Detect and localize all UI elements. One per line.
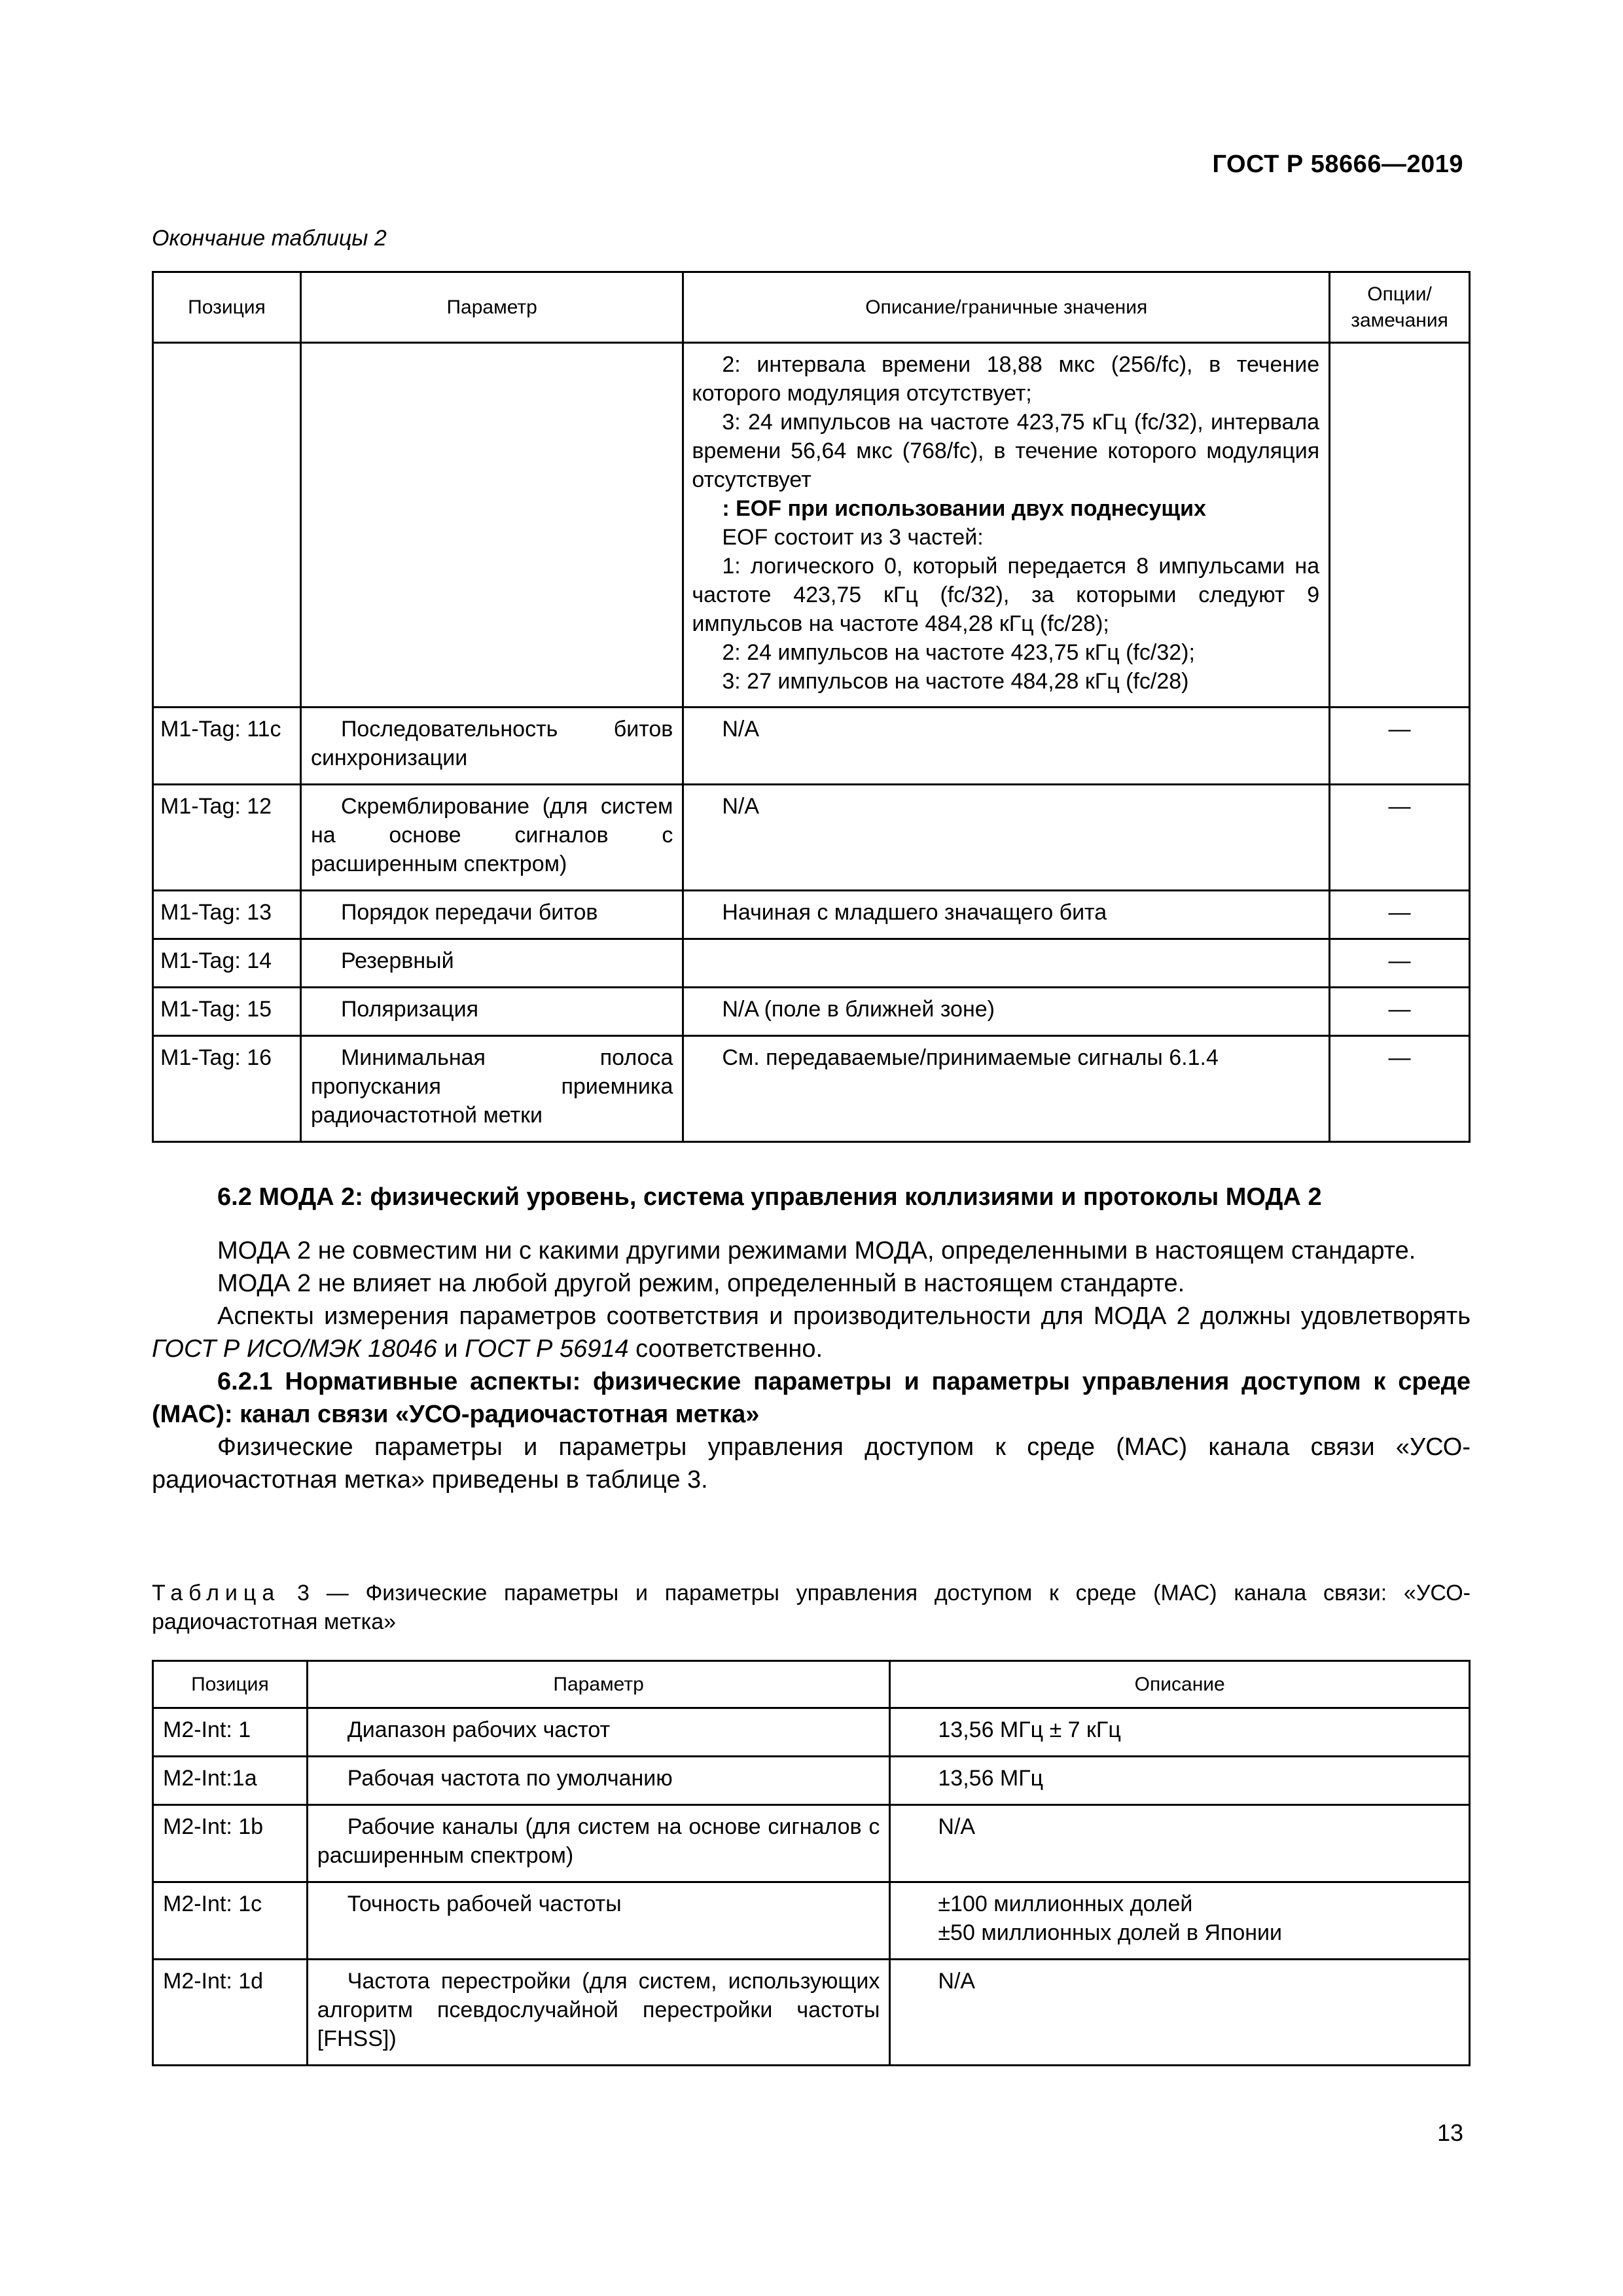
table-row xyxy=(153,1036,1470,1142)
description-cell: N/A xyxy=(890,1960,1470,2066)
page-number: 13 xyxy=(1436,2119,1463,2146)
table-row xyxy=(153,1882,1470,1960)
position-cell: M2-Int: 1c xyxy=(153,1882,308,1960)
parameter-cell: Диапазон рабочих частот xyxy=(307,1708,890,1757)
subsection-heading-6-2-1: 6.2.1 Нормативные аспекты: физические параметры и параметры управления доступом к среде (МАС): канал связи «УСО-радиочастотная метка» xyxy=(152,1368,1471,1428)
parameter-cell: Рабочая частота по умолчанию xyxy=(307,1757,890,1805)
standard-reference: ГОСТ Р 56914 xyxy=(465,1335,629,1363)
table-row xyxy=(153,1805,1470,1882)
position-cell: M1-Tag: 16 xyxy=(153,1036,301,1142)
col-header-description: Описание/граничные значения xyxy=(683,272,1330,343)
table-row xyxy=(153,988,1470,1036)
table2-header-row xyxy=(153,272,1470,343)
position-cell: M1-Tag: 13 xyxy=(153,891,301,939)
parameter-cell: Минимальная полоса пропускания приемника радиочастотной метки xyxy=(300,1036,683,1142)
col-header-parameter: Параметр xyxy=(307,1661,890,1708)
position-cell: M1-Tag: 11c xyxy=(153,708,301,785)
standard-reference: ГОСТ Р ИСО/МЭК 18046 xyxy=(152,1335,437,1363)
options-cell: — xyxy=(1330,988,1470,1036)
table-row xyxy=(153,1960,1470,2066)
section-body xyxy=(152,1234,1471,1496)
paragraph: Аспекты измерения параметров соответствия и производительности для МОДА 2 должны удовлетворять ГОСТ Р ИСО/МЭК 18046 и ГОСТ Р 56914 соответственно. xyxy=(152,1302,1471,1363)
desc-line: EOF состоит из 3 частей: xyxy=(722,525,984,550)
parameter-cell: Точность рабочей частоты xyxy=(307,1882,890,1960)
parameter-cell: Частота перестройки (для систем, использующих алгоритм псевдослучайной перестройки частоты [FHSS]) xyxy=(307,1960,890,2066)
position-cell: M2-Int: 1b xyxy=(153,1805,308,1882)
desc-line: 3: 24 импульсов на частоте 423,75 кГц (fc/32), интервала времени 56,64 мкс (768/fc), в течение которого модуляция отсутствует xyxy=(692,410,1320,492)
description-cell: N/A xyxy=(683,785,1330,891)
col-header-description: Описание xyxy=(890,1661,1470,1708)
table-row xyxy=(153,343,1470,708)
parameter-cell: Резервный xyxy=(300,939,683,988)
table-3 xyxy=(152,1660,1471,2066)
parameter-cell: Поляризация xyxy=(300,988,683,1036)
parameter-cell: Последовательность битов синхронизации xyxy=(300,708,683,785)
paragraph: МОДА 2 не влияет на любой другой режим, определенный в настоящем стандарте. xyxy=(217,1270,1185,1297)
desc-line: 2: 24 импульсов на частоте 423,75 кГц (fc/32); xyxy=(722,640,1195,665)
options-cell: — xyxy=(1330,891,1470,939)
description-cell xyxy=(683,343,1330,708)
options-cell: — xyxy=(1330,785,1470,891)
position-cell: M1-Tag: 15 xyxy=(153,988,301,1036)
desc-line: 3: 27 импульсов на частоте 484,28 кГц (fc/28) xyxy=(722,669,1189,694)
table-row xyxy=(153,708,1470,785)
description-cell: N/A (поле в ближней зоне) xyxy=(683,988,1330,1036)
description-cell: Начиная с младшего значащего бита xyxy=(683,891,1330,939)
description-cell: ±100 миллионных долей ±50 миллионных долей в Японии xyxy=(890,1882,1470,1960)
col-header-options: Опции/ замечания xyxy=(1330,272,1470,343)
desc-line: 1: логического 0, который передается 8 импульсами на частоте 423,75 кГц (fc/32), за которыми следуют 9 импульсов на частоте 484,28 кГц (fc/28); xyxy=(692,554,1320,636)
position-cell: M2-Int: 1 xyxy=(153,1708,308,1757)
standard-header: ГОСТ Р 58666—2019 xyxy=(1212,151,1463,178)
desc-line-bold: : EOF при использовании двух поднесущих xyxy=(722,496,1206,521)
position-cell: M2-Int: 1d xyxy=(153,1960,308,2066)
options-cell: — xyxy=(1330,1036,1470,1142)
table2-continuation-caption: Окончание таблицы 2 xyxy=(152,226,387,251)
table-row xyxy=(153,891,1470,939)
parameter-cell: Скремблирование (для систем на основе сигналов с расширенным спектром) xyxy=(300,785,683,891)
parameter-cell: Порядок передачи битов xyxy=(300,891,683,939)
table-row xyxy=(153,785,1470,891)
parameter-cell: Рабочие каналы (для систем на основе сигналов с расширенным спектром) xyxy=(307,1805,890,1882)
description-cell: 13,56 МГц ± 7 кГц xyxy=(890,1708,1470,1757)
col-header-position: Позиция xyxy=(153,272,301,343)
options-cell: — xyxy=(1330,939,1470,988)
table3-header-row xyxy=(153,1661,1470,1708)
description-cell: N/A xyxy=(890,1805,1470,1882)
position-cell: M2-Int:1a xyxy=(153,1757,308,1805)
table-row xyxy=(153,939,1470,988)
description-cell: См. передаваемые/принимаемые сигналы 6.1.4 xyxy=(683,1036,1330,1142)
description-cell: N/A xyxy=(683,708,1330,785)
col-header-position: Позиция xyxy=(153,1661,308,1708)
position-cell: M1-Tag: 14 xyxy=(153,939,301,988)
table-row xyxy=(153,1757,1470,1805)
table-row xyxy=(153,1708,1470,1757)
col-header-parameter: Параметр xyxy=(300,272,683,343)
paragraph: МОДА 2 не совместим ни с какими другими режимами МОДА, определенными в настоящем стандарте. xyxy=(217,1237,1416,1265)
paragraph: Физические параметры и параметры управления доступом к среде (МАС) канала связи «УСО-радиочастотная метка» приведены в таблице 3. xyxy=(152,1433,1471,1494)
description-cell xyxy=(683,939,1330,988)
position-cell: M1-Tag: 12 xyxy=(153,785,301,891)
section-heading-6-2: 6.2 МОДА 2: физический уровень, система управления коллизиями и протоколы МОДА 2 xyxy=(217,1183,1322,1211)
table-2 xyxy=(152,271,1471,1143)
options-cell: — xyxy=(1330,708,1470,785)
table3-caption: Таблица 3 — Физические параметры и параметры управления доступом к среде (МАС) канала связи: «УСО-радиочастотная метка» xyxy=(152,1581,1471,1634)
desc-line: 2: интервала времени 18,88 мкс (256/fc), в течение которого модуляция отсутствует; xyxy=(692,352,1320,406)
description-cell: 13,56 МГц xyxy=(890,1757,1470,1805)
